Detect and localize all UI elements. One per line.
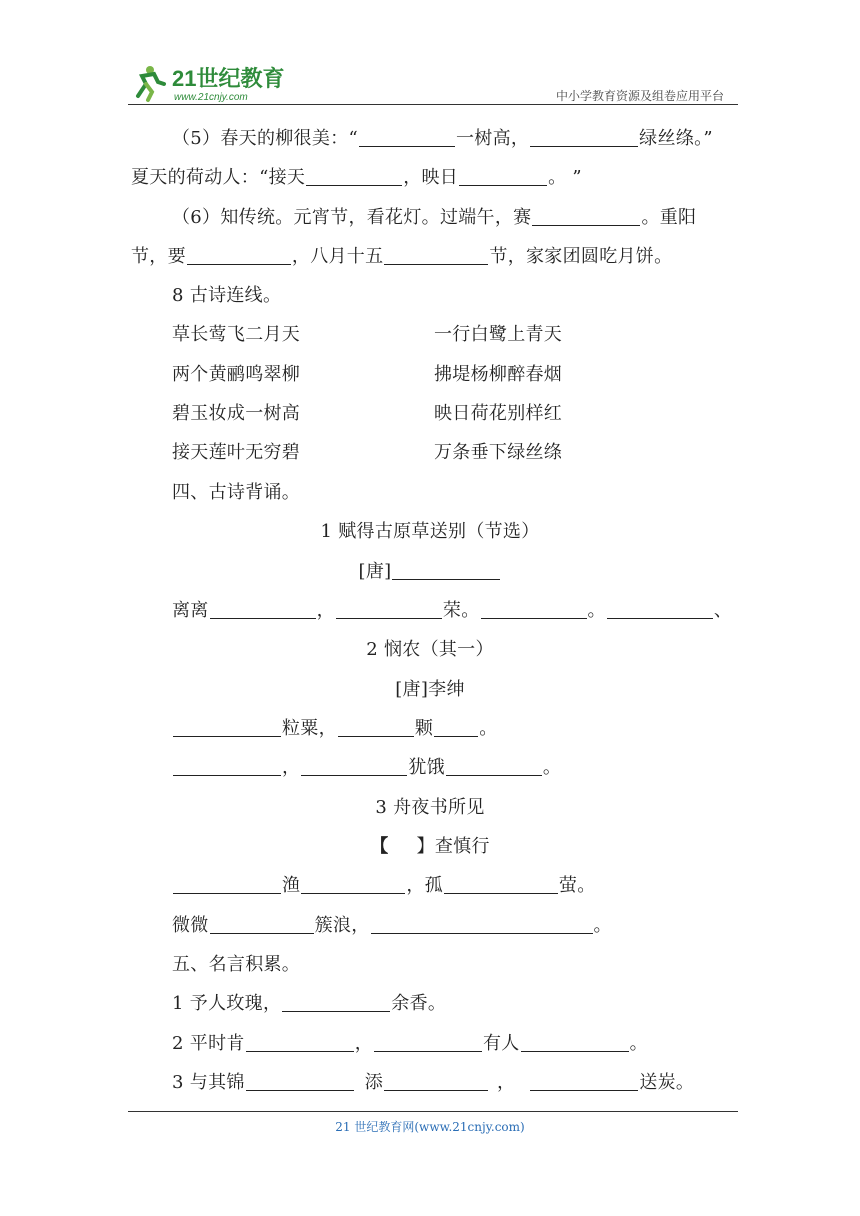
blank[interactable]	[532, 207, 640, 226]
blank[interactable]	[521, 1033, 629, 1052]
poem-left-3[interactable]: 碧玉妆成一树高	[172, 403, 301, 424]
site-logo	[128, 62, 288, 104]
blank[interactable]	[187, 246, 291, 265]
q5-line-1: （5）春天的柳很美：“ 一树高， 绿丝绦。”	[172, 128, 713, 149]
poem-left-2[interactable]: 两个黄鹂鸣翠柳	[172, 364, 301, 385]
blank[interactable]	[384, 1072, 488, 1091]
q6-line-1: （6）知传统。元宵节，看花灯。过端午，赛 。重阳	[172, 207, 697, 228]
quote-1: 1 予人玫瑰， 余香。	[172, 993, 447, 1014]
runner-icon	[138, 66, 164, 100]
q8-title: 8 古诗连线。	[172, 285, 282, 306]
blank[interactable]	[246, 1072, 354, 1091]
header-platform-text: 中小学教育资源及组卷应用平台	[555, 89, 724, 103]
poem-3-title: 3 舟夜书所见	[375, 797, 485, 818]
header-divider	[128, 104, 738, 105]
footer-text[interactable]: 21 世纪教育网(www.21cnjy.com)	[335, 1120, 525, 1134]
poem-1-title: 1 赋得古原草送别（节选）	[320, 521, 540, 542]
blank[interactable]	[210, 915, 314, 934]
blank[interactable]	[210, 600, 316, 619]
blank[interactable]	[530, 1072, 638, 1091]
blank[interactable]	[173, 875, 281, 894]
blank[interactable]	[392, 561, 500, 580]
q6-line-2: 节，要 ，八月十五 节，家家团圆吃月饼。	[131, 246, 673, 267]
poem-1-author: [唐]	[0, 560, 860, 584]
footer-divider	[128, 1111, 738, 1112]
poem-right-3[interactable]: 映日荷花别样红	[434, 403, 563, 424]
blank[interactable]	[607, 600, 713, 619]
poem-2-author: [唐]李绅	[395, 679, 465, 700]
blank[interactable]	[446, 757, 542, 776]
poem-3-author: 【 】查慎行	[370, 836, 490, 857]
poem-right-1[interactable]: 一行白鹭上青天	[434, 324, 563, 345]
blank[interactable]	[374, 1033, 482, 1052]
poem-left-1[interactable]: 草长莺飞二月天	[172, 324, 301, 345]
blank[interactable]	[338, 718, 414, 737]
blank[interactable]	[434, 718, 478, 737]
blank[interactable]	[173, 757, 281, 776]
blank[interactable]	[173, 718, 281, 737]
quote-2: 2 平时肯 ， 有人 。	[172, 1033, 648, 1054]
poem-2-title: 2 悯农（其一）	[366, 639, 494, 660]
poem-2-line-1: 粒粟， 颗 。	[172, 717, 498, 741]
blank[interactable]	[282, 993, 390, 1012]
svg-text:21世纪教育: 21世纪教育	[172, 66, 285, 91]
svg-text:www.21cnjy.com: www.21cnjy.com	[174, 92, 248, 103]
blank[interactable]	[481, 600, 587, 619]
poem-left-4[interactable]: 接天莲叶无穷碧	[172, 442, 301, 463]
blank[interactable]	[371, 915, 593, 934]
blank[interactable]	[301, 757, 407, 776]
blank[interactable]	[359, 128, 455, 147]
poem-right-4[interactable]: 万条垂下绿丝绦	[434, 442, 563, 463]
section-5-title: 五、名言积累。	[172, 954, 301, 975]
blank[interactable]	[444, 875, 558, 894]
blank[interactable]	[301, 875, 405, 894]
blank[interactable]	[306, 167, 402, 186]
quote-3: 3 与其锦 添 ， 送炭。	[172, 1072, 695, 1093]
poem-right-2[interactable]: 拂堤杨柳醉春烟	[434, 364, 563, 385]
blank[interactable]	[384, 246, 488, 265]
section-4-title: 四、古诗背诵。	[172, 482, 301, 503]
q5-line-2: 夏天的荷动人：“接天 ，映日 。 ”	[131, 167, 582, 188]
blank[interactable]	[336, 600, 442, 619]
poem-3-line-2: 微微 簇浪， 。	[172, 915, 612, 936]
poem-2-line-2: ， 犹饿 。	[172, 756, 561, 780]
blank[interactable]	[246, 1033, 354, 1052]
poem-1-line-1: 离离 ， 荣。 。 、	[172, 600, 733, 621]
blank[interactable]	[530, 128, 638, 147]
blank[interactable]	[459, 167, 547, 186]
poem-3-line-1: 渔 ，孤 萤。	[172, 874, 596, 898]
